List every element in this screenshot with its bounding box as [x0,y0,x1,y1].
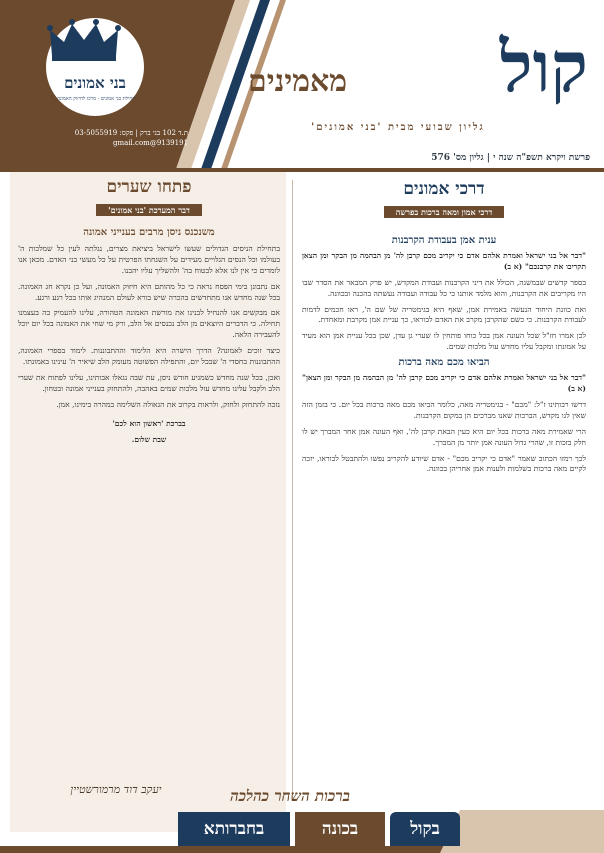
left-closing: בברכת 'ראשון הוא לכם' [112,418,186,428]
contact-email[interactable]: 9139191@gmail.com [113,139,188,147]
right-column [302,232,586,480]
section2-quote: "דבר אל בני ישראל ואמרת אלהם אדם כי יקריב מכם קרבן לה' מן הבהמה מן הבקר ומן הצאן" (א ב) [302,373,586,393]
left-paragraph: אם מבקשים אנו להנחיל לבנינו את מורשת האמונה הטהורה, עלינו להעמיק בה בעצמנו תחילה. כי הדברים היוצאים מן הלב נכנסים אל הלב, ורק מי שחי את האמונה בכל יום יוכל להעבירה הלאה. [18,308,280,340]
left-section-tag: דבר המערכת 'בני אמונים' [96,204,202,216]
contact-info [18,128,188,148]
left-paragraph: אם נתבונן בימי הפסח נראה כי כל מהותם היא חיזוק האמונה, ועל כן נקרא חג האמונה. בכל שנה מחדש אנו מתחדשים בהכרה שיש בורא לעולם המנהיג אותו בכל רגע ורגע. [18,281,280,302]
left-closing-greeting: שבת שלום. [131,434,167,444]
left-paragraph: בתחילת הניסים הגדולים שעשו לישראל ביציאת מצרים, נגלתה לעין כל שמלכות ה' בעולמו וכל הנסים הגלויים מעידים על השגחתו הפרטית על כל מעשי בני האדם. מכאן אנו לומדים כי אין לנו אלא לבטוח בה' ולהשליך עליו יהבנו. [18,243,280,275]
right-section-title: דרכי אמונים [403,179,485,199]
section1-quote: "דבר אל בני ישראל ואמרת אלהם אדם כי יקריב מכם קרבן לה' מן הבהמה מן הבקר ומן הצאן תקריבו את קרבנכם" (א ב) [302,250,586,271]
right-section-heading [302,178,586,219]
right-section-tag: דרכי אמון ומאה ברכות בפרשה [384,206,504,218]
left-paragraph: כיצד זוכים לאמונה? הדרך הישרה היא הלימוד וההתבוננות. לימוד בספרי האמונה, ההתבוננות בחסדי ה' שבכל יום, והתפילה הפשוטה מעומק הלב שיאיר ה' עינינו באמונתו. [18,346,280,367]
section1-heading: ענית אמן בעבודת הקרבנות [391,235,497,246]
masthead-subtitle: גליון שבועי מבית 'בני אמונים' [311,122,485,133]
footer-tab-bechavruta: בחברותא [178,812,290,846]
logo [44,16,146,118]
section1-paragraph: לכן אמרו חז"ל שכל העונה אמן בכל כוחו פותחין לו שערי גן עדן, שכן בכל עניית אמן הוא מעיד על אמונתו ומקבל עליו מחדש עול מלכות שמים. [302,331,586,352]
title-maaminim: מאמינים [248,64,348,99]
left-section-title: פתחו שערים [106,177,192,197]
left-subheading: משנכנס ניסן מרבים בענייני אמונה [83,227,215,238]
logo-name: בני אמונים [64,74,126,92]
signature: יעקב דוד מרמורשטיין [70,783,162,796]
left-column [18,226,280,451]
masthead-title [228,22,588,112]
contact-address: ת.ד 102 בני ברק | פקס: 03-5055919 [74,129,188,137]
section1-paragraph: בספר קדשים שבמשנה, הכולל את דיני הקרבנות ועבודת המקדש, יש פרק המבאר את הסדר שבו היו מקריבים את הקרבנות, והוא מלמד אותנו כי כל עבודה ועבודה נעשתה בהכנה ובכוונה. [302,277,586,298]
left-paragraph: ואכן, בכל שנה מחדש כשמגיע חודש ניסן, עת שבה נגאלו אבותינו, עלינו לפתוח את שערי הלב ולקבל עלינו מחדש עול מלכות שמים באהבה, ולהתחזק בענייני אמונה ובטחון. [18,372,280,393]
footer-tab-bekol: בקול [390,812,460,846]
header-banner [0,0,604,172]
issue-info: פרשת ויקרא תשפ"ה שנה י | גליון מס' 576 [431,153,590,163]
column-divider [292,180,293,800]
section1-paragraph: ואת כוונת היחוד הנעשה באמירת אמן, שאף היא בגימטריה של שם ה', ראו חכמים לדמות לעבודת הקרבנות. כי כשם שהקרבן מקרב את האדם לבוראו, כך עניית אמן מקרבת ומאחדת. [302,304,586,325]
footer-tab-bekavana: בכונה [295,812,385,846]
section2-paragraph: לכך רמזו הכתוב שאמר "אדם כי יקריב מכם" - אדם שיודע להקריב נפשו ולהתבטל לבוראו, יזכה לקיים מאה ברכות בשלמות ולענות אמן אחריהן בכוונה. [302,453,586,474]
crown-icon [46,18,122,62]
section2-paragraph: הרי שאמירת מאה ברכות בכל יום היא כעין הבאת קרבן לה', ואף העונה אמן אחר המברך יש לו חלק בזכות זו, שהרי גדול העונה אמן יותר מן המברך. [302,426,586,447]
footer-slogan: ברכות השחר כהלכה [230,787,350,805]
left-section-heading [18,176,280,224]
title-kol: קול [499,25,588,108]
section2-paragraph: דרשו רבותינו ז"ל: "מכם" - בגימטריה מאה, כלומר הביאו מכם מאה ברכות בכל יום. כי בזמן הזה שאין לנו מקדש, הברכות שאנו מברכים הן במקום הקרבנות. [302,399,586,420]
section2-heading: הביאו מכם מאה ברכות [398,357,490,369]
left-paragraph: נזכה להתחזק ולחזק, ולראות בקרוב את הגאולה השלימה במהרה בימינו, אמן. [56,399,280,409]
logo-subtitle: קהילת בני אמונים · מרכז לחיזוק האמונה [57,96,135,102]
